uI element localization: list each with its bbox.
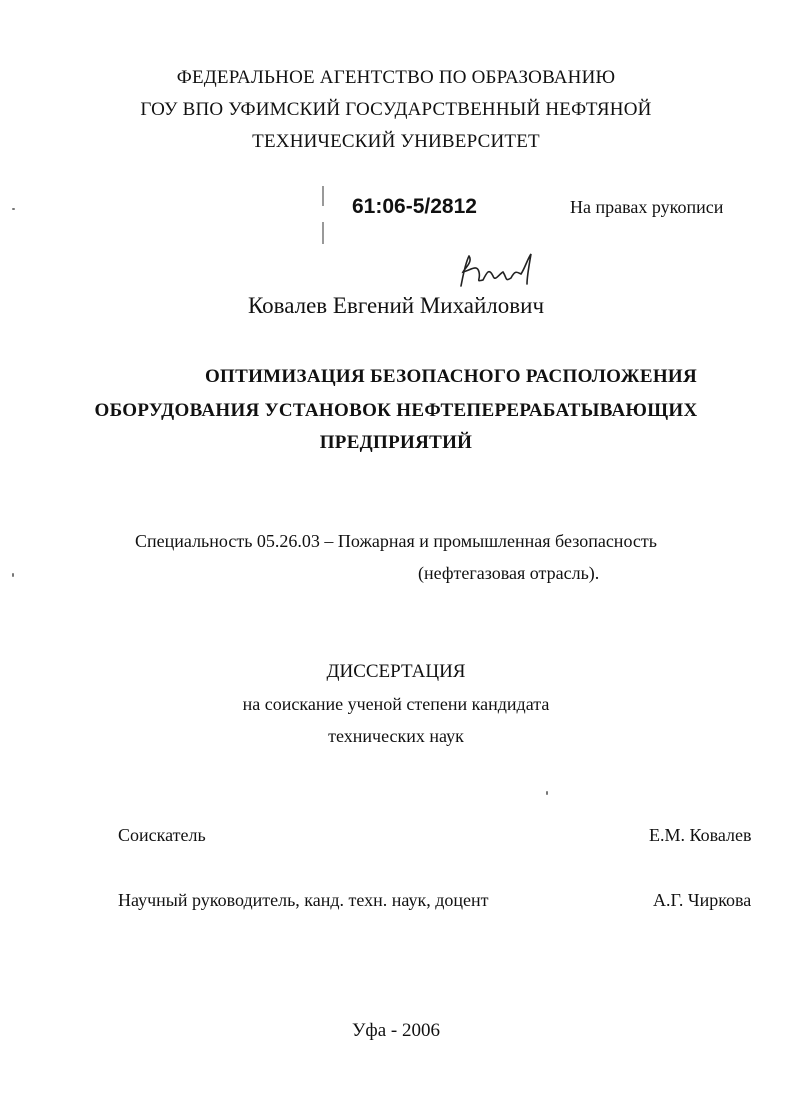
specialty-line-1: Специальность 05.26.03 – Пожарная и промышленная безопасность — [135, 531, 657, 551]
title-line-3: ПРЕДПРИЯТИЙ — [319, 432, 473, 453]
title-line-2: ОБОРУДОВАНИЯ УСТАНОВОК НЕФТЕПЕРЕРАБАТЫВАЮЩИХ — [94, 400, 698, 421]
scan-speck — [12, 573, 14, 577]
rights-note: На правах рукописи — [570, 197, 724, 217]
header-university: ГОУ ВПО УФИМСКИЙ ГОСУДАРСТВЕННЫЙ НЕФТЯНОЙ — [140, 99, 652, 120]
title-line-1: ОПТИМИЗАЦИЯ БЕЗОПАСНОГО РАСПОЛОЖЕНИЯ — [204, 366, 698, 387]
author-signature — [455, 250, 545, 292]
specialty-line-2: (нефтегазовая отрасль). — [418, 563, 600, 583]
archive-code: 61:06-5/2812 — [352, 195, 477, 218]
degree-line-2: технических наук — [328, 726, 464, 746]
applicant-name: Е.М. Ковалев — [649, 825, 752, 845]
scan-speck — [12, 208, 15, 210]
stamp-mark-bottom — [322, 222, 324, 244]
supervisor-label: Научный руководитель, канд. техн. наук, доцент — [118, 890, 489, 910]
applicant-label: Соискатель — [118, 825, 206, 845]
header-agency: ФЕДЕРАЛЬНОЕ АГЕНТСТВО ПО ОБРАЗОВАНИЮ — [176, 67, 616, 88]
header-university-cont: ТЕХНИЧЕСКИЙ УНИВЕРСИТЕТ — [252, 131, 540, 152]
author-name: Ковалев Евгений Михайлович — [247, 293, 545, 318]
place-year: Уфа - 2006 — [351, 1020, 441, 1041]
degree-line-1: на соискание ученой степени кандидата — [242, 694, 550, 714]
stamp-mark-top — [322, 186, 324, 206]
dissertation-heading: ДИССЕРТАЦИЯ — [326, 661, 466, 682]
scan-speck — [546, 791, 548, 795]
supervisor-name: А.Г. Чиркова — [653, 890, 752, 910]
